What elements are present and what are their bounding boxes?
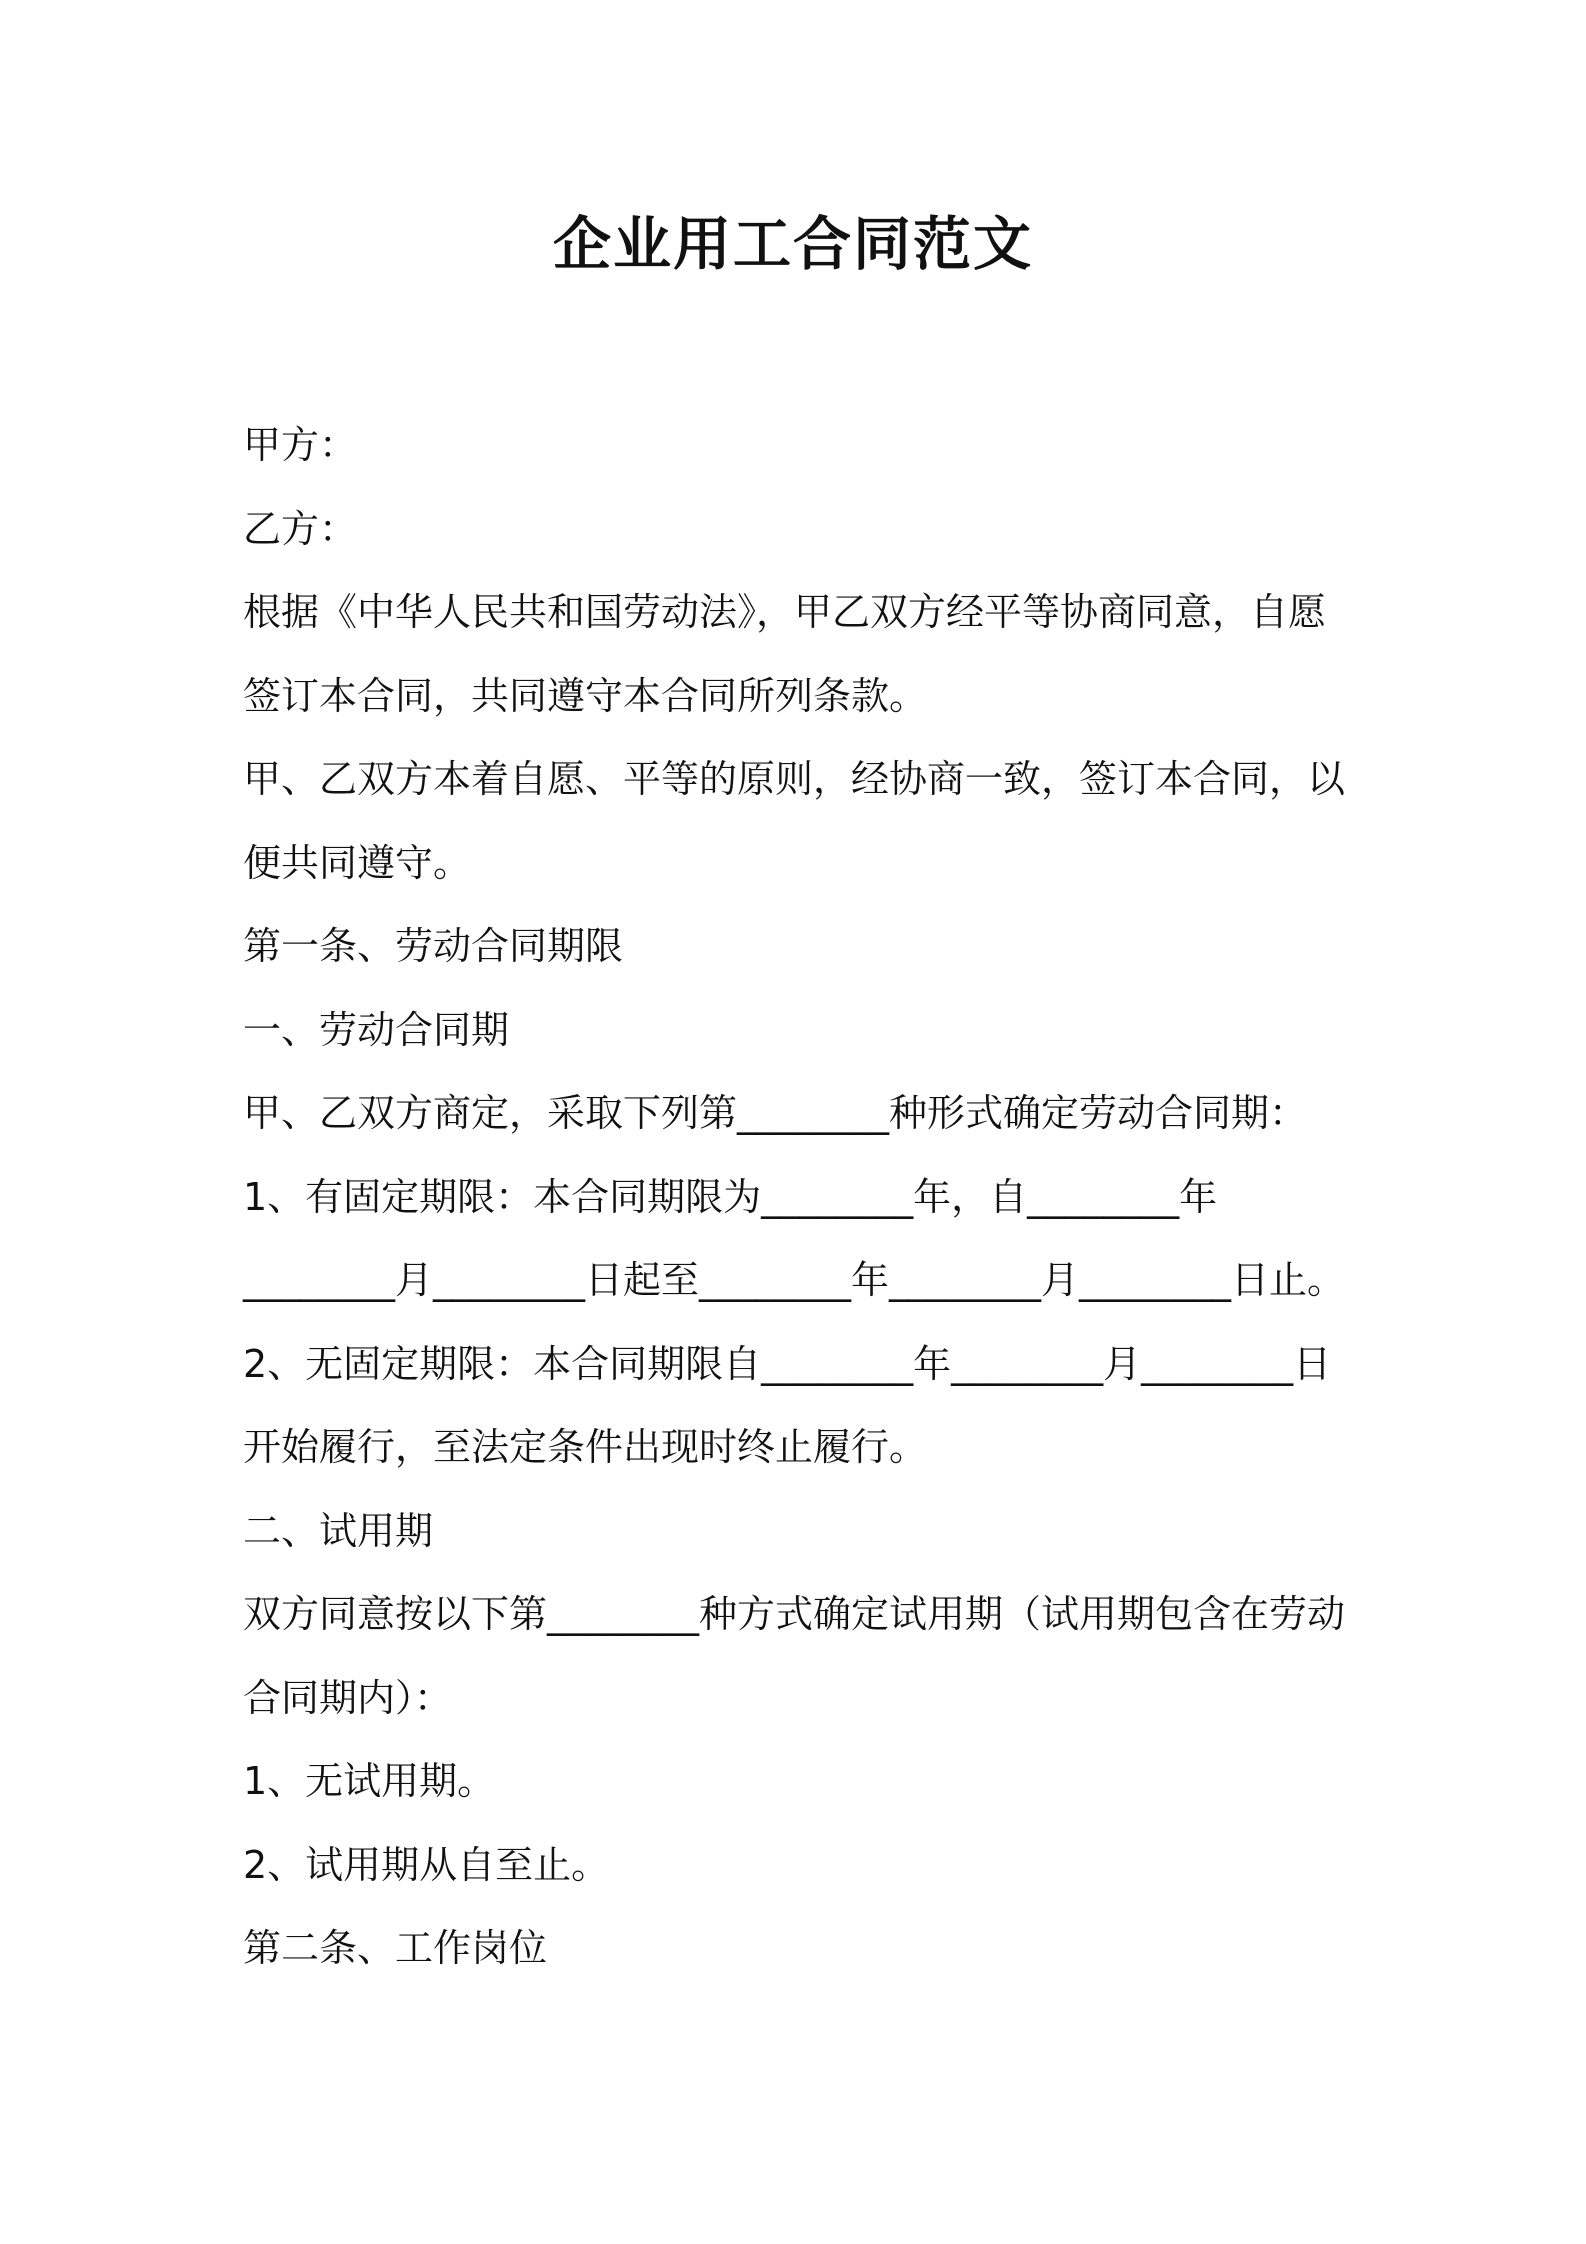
preamble-paragraph: 根据《中华人民共和国劳动法》，甲乙双方经平等协商同意，自愿签订本合同，共同遵守本合同所列条款。 — [243, 590, 1327, 718]
document-body — [243, 404, 1353, 1991]
party-a-line: 甲方： — [243, 423, 358, 467]
probation-period-option: 2、试用期从自至止。 — [243, 1842, 610, 1887]
article-one-heading: 第一条、劳动合同期限 — [243, 924, 624, 968]
party-b-line: 乙方： — [243, 506, 358, 551]
document-title: 企业用工合同范文 — [552, 210, 1033, 278]
section-probation-heading: 二、试用期 — [243, 1508, 434, 1553]
principle-paragraph: 甲、乙双方本着自愿、平等的原则，经协商一致，签订本合同，以便共同遵守。 — [243, 757, 1346, 885]
section-contract-term-heading: 一、劳动合同期 — [243, 1007, 510, 1052]
article-two-heading: 第二条、工作岗位 — [243, 1926, 548, 1970]
probation-form-paragraph: 双方同意按以下第________种方式确定试用期（试用期包含在劳动合同期内）： — [243, 1592, 1346, 1720]
contract-form-paragraph: 甲、乙双方商定，采取下列第________种形式确定劳动合同期： — [243, 1091, 1308, 1135]
open-term-clause: 2、无固定期限：本合同期限自________年________月________日开始履行，至法定条件出现时终止履行。 — [243, 1341, 1332, 1469]
no-probation-option: 1、无试用期。 — [243, 1759, 496, 1803]
fixed-term-clause: 1、有固定期限：本合同期限为________年，自________年________月________日起至________年________月________日止。 — [243, 1174, 1346, 1302]
